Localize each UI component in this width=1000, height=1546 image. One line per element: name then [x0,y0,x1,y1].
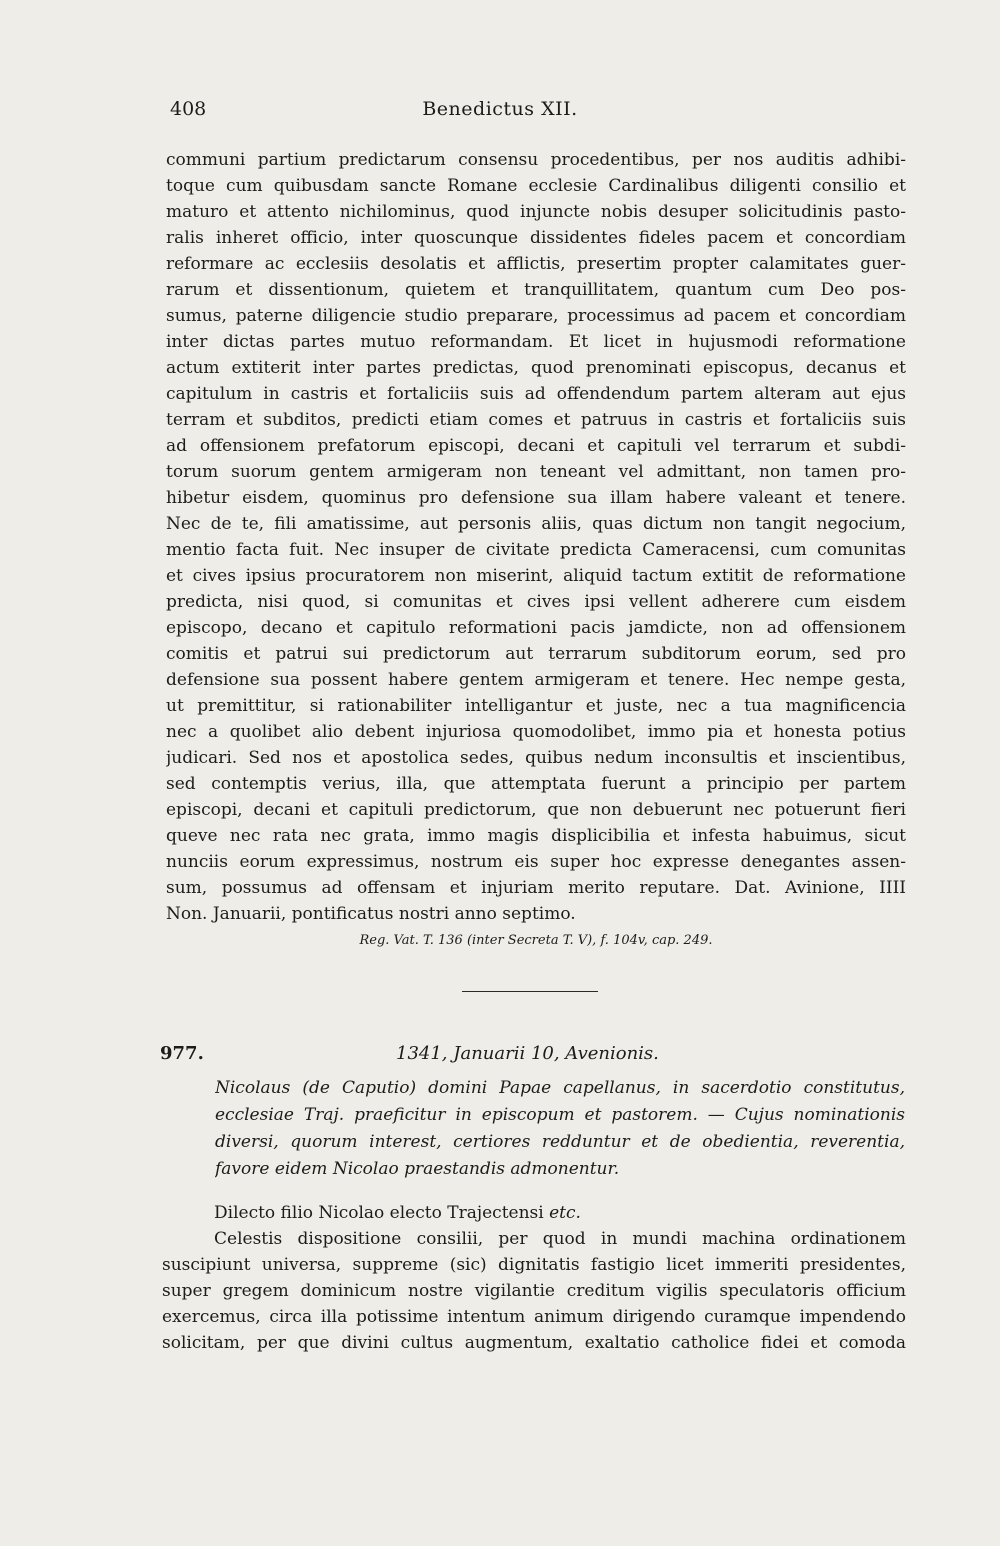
text-line: episcopo, decano et capitulo reformationi pacis jamdicte, non ad offensionem [166,618,906,638]
text-line: inter dictas partes mutuo reformandam. Et licet in hujusmodi reformatione [166,332,906,352]
source-reference: Reg. Vat. T. 136 (inter Secreta T. V), f. 104v, cap. 249. [359,933,713,948]
text-line: Celestis dispositione consilii, per quod in mundi machina ordinationem [214,1229,906,1249]
text-line: sum, possumus ad offensam et injuriam merito reputare. Dat. Avinione, IIII [166,878,906,898]
letter-lines [162,1226,906,1356]
text-line: Nec de te, fili amatissime, aut personis aliis, quas dictum non tangit negocium, [166,514,906,534]
running-title: Benedictus XII. [422,98,578,120]
text-line: ad offensionem prefatorum episcopi, decani et capituli vel terrarum et subdi- [166,436,906,456]
text-line: sumus, paterne diligencie studio preparare, processimus ad pacem et concordiam [166,306,906,326]
text-line: reformare ac ecclesiis desolatis et afflictis, presertim propter calamitates guer- [166,254,906,274]
text-line: Nicolaus (de Caputio) domini Papae capellanus, in sacerdotio constitutus, [215,1078,905,1098]
text-line: Non. Januarii, pontificatus nostri anno septimo. [166,904,576,924]
text-line: rarum et dissentionum, quietem et tranquillitatem, quantum cum Deo pos- [166,280,906,300]
main-text [166,147,906,951]
page-header [0,98,1000,128]
text-line: episcopi, decani et capituli predictorum, que non debuerunt nec potuerunt fieri [166,800,906,820]
text-line: nec a quolibet alio debent injuriosa quomodolibet, immo pia et honesta potius [166,722,906,742]
text-line: diversi, quorum interest, certiores redduntur et de obedientia, reverentia, [215,1132,905,1152]
text-line: hibetur eisdem, quominus pro defensione sua illam habere valeant et tenere. [166,488,906,508]
text-line: et cives ipsius procuratorem non miserint, aliquid tactum extitit de reformatione [166,566,906,586]
text-line: comitis et patrui sui predictorum aut terrarum subditorum eorum, sed pro [166,644,906,664]
text-line: communi partium predictarum consensu procedentibus, per nos auditis adhibi- [166,150,906,170]
text-line: judicari. Sed nos et apostolica sedes, quibus nedum inconsultis et inscientibus, [166,748,906,768]
text-line: terram et subditos, predicti etiam comes et patruus in castris et fortaliciis suis [166,410,906,430]
text-line: super gregem dominicum nostre vigilantie creditum vigilis speculatoris officium [162,1281,906,1301]
letter-text [162,1200,906,1356]
entry-summary [215,1075,905,1183]
text-line: nunciis eorum expressimus, nostrum eis super hoc expresse denegantes assen- [166,852,906,872]
text-line: ut premittitur, si rationabiliter intelligantur et juste, nec a tua magnificencia [166,696,906,716]
entry-heading [160,1043,906,1069]
text-line: queve nec rata nec grata, immo magis displicibilia et infesta habuimus, sicut [166,826,906,846]
page-number: 408 [170,98,207,120]
text-line: maturo et attento nichilominus, quod injuncte nobis desuper solicitudinis pasto- [166,202,906,222]
letter-address [162,1200,906,1226]
text-line: exercemus, circa illa potissime intentum animum dirigendo curamque impendendo [162,1307,906,1327]
address-text: Dilecto filio Nicolao electo Trajectensi [214,1203,544,1223]
text-line: solicitam, per que divini cultus augmentum, exaltatio catholice fidei et comoda [162,1333,906,1353]
text-line: defensione sua possent habere gentem armigeram et tenere. Hec nempe gesta, [166,670,906,690]
text-line: ecclesiae Traj. praeficitur in episcopum et pastorem. — Cujus nominationis [215,1105,905,1125]
text-line: ralis inheret officio, inter quoscunque dissidentes fideles pacem et concordiam [166,228,906,248]
text-line: sed contemptis verius, illa, que attemptata fuerunt a principio per partem [166,774,906,794]
section-divider [462,991,598,992]
text-line: capitulum in castris et fortaliciis suis ad offendendum partem alteram aut ejus [166,384,906,404]
main-text-lines [166,147,906,927]
address-etc: etc. [549,1203,581,1223]
text-line: suscipiunt universa, suppreme (sic) dignitatis fastigio licet immeriti presidentes, [162,1255,906,1275]
text-line: toque cum quibusdam sancte Romane ecclesie Cardinalibus diligenti consilio et [166,176,906,196]
text-line: predicta, nisi quod, si comunitas et cives ipsi vellent adherere cum eisdem [166,592,906,612]
text-line: actum extiterit inter partes predictas, quod prenominati episcopus, decanus et [166,358,906,378]
text-line: favore eidem Nicolao praestandis admonentur. [215,1159,620,1179]
entry-date: 1341, Januarii 10, Avenionis. [396,1043,659,1064]
entry-number: 977. [160,1043,204,1064]
text-line: torum suorum gentem armigeram non teneant vel admittant, non tamen pro- [166,462,906,482]
text-line: mentio facta fuit. Nec insuper de civitate predicta Cameracensi, cum comunitas [166,540,906,560]
